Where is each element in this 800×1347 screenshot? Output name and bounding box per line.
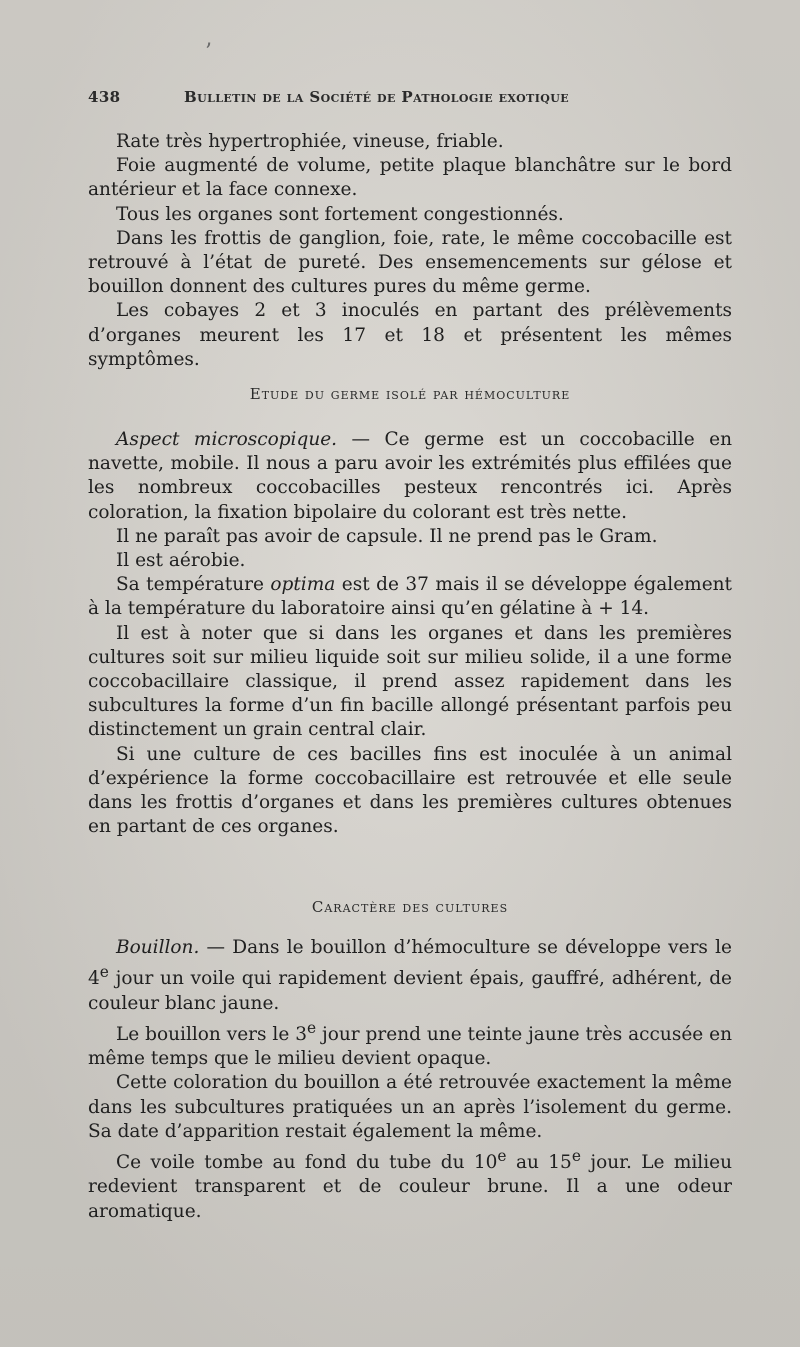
ink-mark: ’ xyxy=(205,40,212,65)
superscript: e xyxy=(497,1146,507,1165)
paragraph xyxy=(88,428,732,525)
paragraph: Il ne paraît pas avoir de capsule. Il ne prend pas le Gram. xyxy=(116,525,658,547)
paragraph xyxy=(88,936,732,1016)
section-heading: Caractère des cultures xyxy=(311,898,509,916)
italic-word: optima xyxy=(270,574,336,596)
running-header xyxy=(88,88,644,112)
paragraph-text: jour un voile qui rapidement devient épais, gauffré, adhérent, de couleur blanc jaune. xyxy=(88,968,732,1014)
paragraph: Il est aérobie. xyxy=(116,550,246,572)
italic-lead: Aspect microscopique. xyxy=(116,429,338,450)
section-2-text xyxy=(88,428,732,839)
paragraph: Les cobayes 2 et 3 inoculés en partant des prélèvements d’organes meurent les 17 et 18 et présentent les mêmes symptômes. xyxy=(88,300,732,370)
section-1-text xyxy=(88,130,732,372)
section-heading: Etude du germe isolé par hémoculture xyxy=(249,385,571,403)
paragraph-text: — Ce germe est un coccobacille en navette, mobile. Il nous a paru avoir les extrémités plus effilées que les nombreux coccobacilles pesteux rencontrés ici. Après coloration, la fixation bipolaire du colorant est très nette. xyxy=(88,429,732,523)
superscript: e xyxy=(306,1018,317,1037)
paragraph: Dans les frottis de ganglion, foie, rate, le même coccobacille est retrouvé à l’état de pureté. Des ensemencements sur gélose et bouillon donnent des cultures pures du même germe. xyxy=(88,227,732,298)
paragraph xyxy=(88,1016,732,1072)
paragraph-text: jour prend une teinte jaune très accusée en même temps que le milieu devient opaque. xyxy=(88,1023,732,1070)
paragraph-text: au 15 xyxy=(506,1152,572,1174)
journal-title: Bulletin de la Société de Pathologie exotique xyxy=(184,88,570,106)
section-3-text xyxy=(88,936,732,1224)
paragraph-text: — Dans le bouillon d’hémoculture se développe vers le 4 xyxy=(88,937,732,990)
paragraph: Si une culture de ces bacilles fins est inoculée à un animal d’expérience la forme coccobacillaire est retrouvée et elle seule dans les frottis d’organes et dans les premières cultures obtenues en partant de ces organes. xyxy=(88,743,732,838)
paragraph: Tous les organes sont fortement congestionnés. xyxy=(116,203,564,225)
paragraph-text: jour. Le milieu redevient transparent et de couleur brune. Il a une odeur aromatique. xyxy=(88,1152,733,1222)
paragraph xyxy=(88,1144,732,1224)
paragraph-text: Ce voile tombe au fond du tube du 10 xyxy=(116,1152,498,1174)
paragraph-text: Sa température xyxy=(116,574,271,596)
italic-lead: Bouillon. xyxy=(116,937,200,958)
paragraph: Foie augmenté de volume, petite plaque blanchâtre sur le bord antérieur et la face connexe. xyxy=(88,155,732,201)
paragraph: Il est à noter que si dans les organes et dans les premières cultures soit sur milieu liquide soit sur milieu solide, il a une forme coccobacillaire classique, il prend assez rapidement dans les subcultures la forme d’un fin bacille allongé présentant parfois peu distinctement un grain central clair. xyxy=(88,622,732,741)
paragraph: Rate très hypertrophiée, vineuse, friable. xyxy=(116,131,504,152)
paragraph-text: est de 37 mais il se développe également à la température du laboratoire ainsi qu’en gélatine à + 14. xyxy=(88,574,732,620)
superscript: e xyxy=(571,1146,581,1165)
paragraph: Cette coloration du bouillon a été retrouvée exactement la même dans les subcultures pratiquées un an après l’isolement du germe. Sa date d’apparition restait également la même. xyxy=(88,1072,732,1142)
superscript: e xyxy=(99,963,109,982)
paragraph xyxy=(88,573,732,621)
paragraph-text: Le bouillon vers le 3 xyxy=(116,1023,307,1045)
page-number: 438 xyxy=(88,88,121,106)
